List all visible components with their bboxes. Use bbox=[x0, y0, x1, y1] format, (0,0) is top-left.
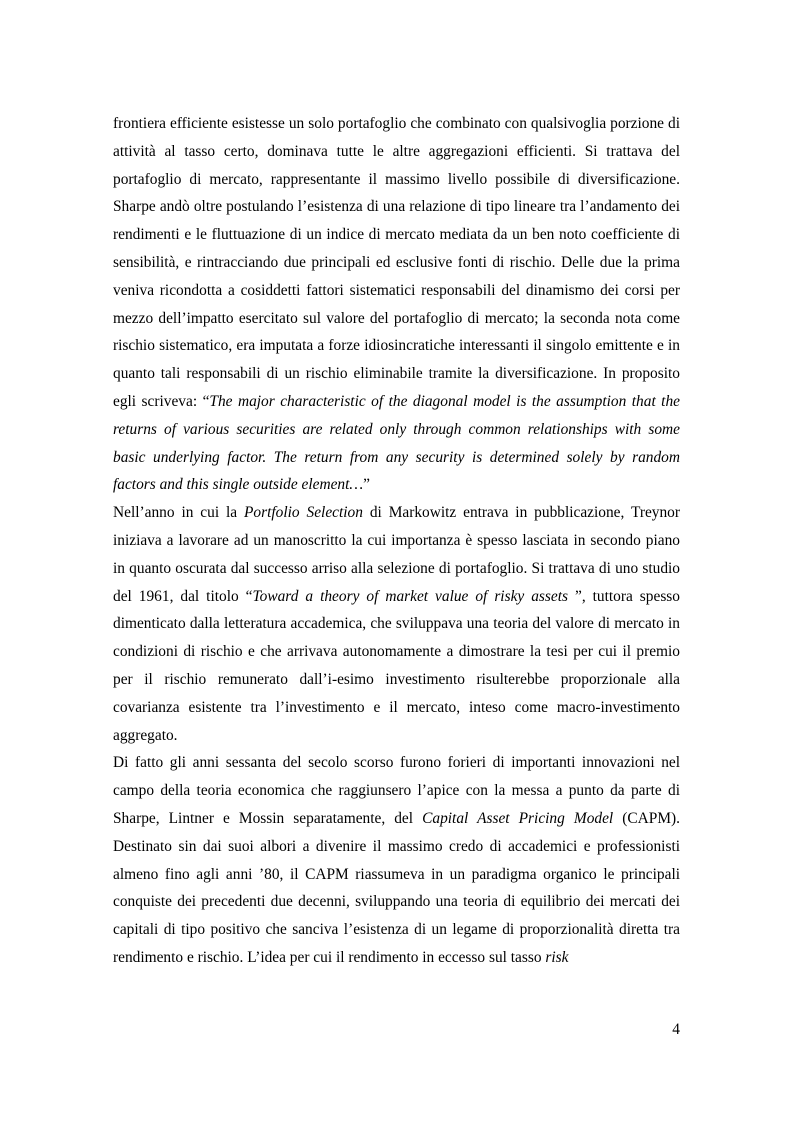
text-run: Di fatto gli anni sessanta del secolo scorso furono forieri di importanti innovazioni nel campo della teoria economica che raggiunsero l’apice con la messa a punto da parte di Sharpe, Lintner e Mossin separatamente, del bbox=[113, 754, 680, 827]
body-text bbox=[113, 110, 680, 972]
paragraph bbox=[113, 749, 680, 971]
italic-run: Portfolio Selection bbox=[244, 504, 363, 522]
text-run: ”, tuttora spesso dimenticato dalla letteratura accademica, che sviluppava una teoria del valore di mercato in condizioni di rischio e che arrivava autonomamente a dimostrare la tesi per cui il premio per il rischio remunerato dall’i-esimo investimento risulterebbe proporzionale alla covarianza esistente tra l’investimento e il mercato, inteso come macro-investimento aggregato. bbox=[113, 587, 680, 744]
italic-run: Capital Asset Pricing Model bbox=[422, 809, 614, 827]
text-run: ” bbox=[363, 476, 370, 494]
page-number: 4 bbox=[672, 1021, 680, 1038]
italic-run: Toward a theory of market value of risky assets bbox=[252, 587, 568, 605]
text-run: (CAPM). Destinato sin dai suoi albori a divenire il massimo credo di accademici e professionisti almeno fino agli anni ’80, il CAPM riassumeva in un paradigma organico le principali conquiste dei precedenti due decenni, sviluppando una teoria di equilibrio dei mercati dei capitali di tipo positivo che sanciva l’esistenza di un legame di proporzionalità diretta tra rendimento e rischio. L’idea per cui il rendimento in eccesso sul tasso bbox=[113, 809, 680, 966]
text-run: di Markowitz entrava in pubblicazione, Treynor iniziava a lavorare ad un manoscritto la cui importanza è spesso lasciata in secondo piano in quanto oscurata dal successo arriso alla selezione di portafoglio. Si trattava di uno studio del 1961, dal titolo “ bbox=[113, 504, 681, 605]
paragraph bbox=[113, 499, 680, 749]
italic-run: risk bbox=[545, 948, 569, 966]
text-run: Nell’anno in cui la bbox=[113, 504, 245, 522]
italic-run: The major characteristic of the diagonal model is the assumption that the returns of various securities are related only through common relationships with some basic underlying factor. The return from any security is determined solely by random factors and this single outside element… bbox=[113, 392, 680, 494]
text-run: frontiera efficiente esistesse un solo portafoglio che combinato con qualsivoglia porzione di attività al tasso certo, dominava tutte le altre aggregazioni efficienti. Si trattava del portafoglio di mercato, rappresentante il massimo livello possibile di diversificazione. Sharpe andò oltre postulando l’esistenza di una relazione di tipo lineare tra l’andamento dei rendimenti e le fluttuazione di un indice di mercato mediata da un ben noto coefficiente di sensibilità, e rintracciando due principali ed esclusive fonti di rischio. Delle due la prima veniva ricondotta a cosiddetti fattori sistematici responsabili del dinamismo dei corsi per mezzo dell’impatto esercitato sul valore del portafoglio di mercato; la seconda nota come rischio sistematico, era imputata a forze idiosincratiche interessanti il singolo emittente e in quanto tali responsabili di un rischio eliminabile tramite la diversificazione. In proposito egli scriveva: “ bbox=[113, 115, 680, 410]
paragraph bbox=[113, 110, 680, 499]
